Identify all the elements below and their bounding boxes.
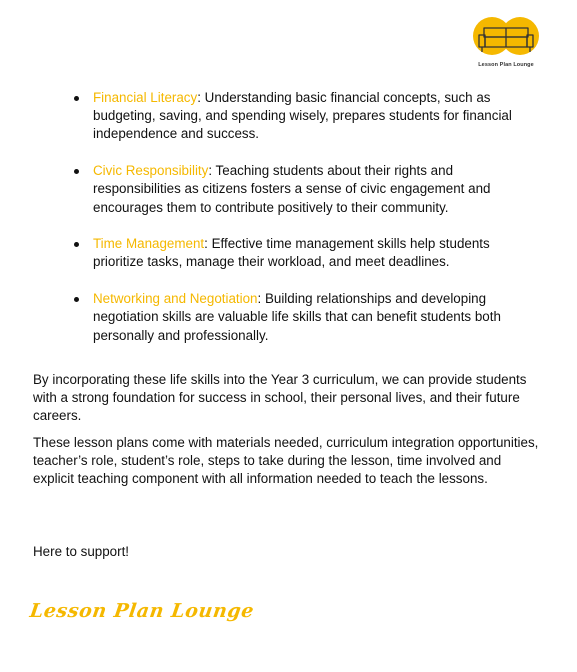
bullet-term: Civic Responsibility [93,163,209,179]
bullet-dot [74,297,79,302]
list-item [93,162,533,217]
bullet-term: Networking and Negotiation [93,291,258,307]
bullet-text: : Building relationships and developing negotiation skills are valuable life skills that can benefit students both personally and professionally. [93,291,501,343]
intro-paragraph: By incorporating these life skills into the Year 3 curriculum, we can provide students with a strong foundation for success in school, their personal lives, and their future careers. [33,372,527,424]
bullet-dot [74,169,79,174]
support-line: Here to support! [33,544,130,559]
bullet-dot [74,96,79,101]
life-skills-list [93,89,533,363]
couch-logo-icon [470,14,542,64]
list-item [93,89,533,144]
bullet-text: : Effective time management skills help students prioritize tasks, manage their workload, and meet deadlines. [93,236,490,270]
bullet-term: Time Management [93,236,205,252]
logo-wordmark: Lesson Plan Lounge [478,62,534,68]
list-item [93,290,533,345]
bullet-text: : Understanding basic financial concepts, such as budgeting, saving, and spending wisely, prepares students for financial independence and success. [93,90,512,142]
materials-paragraph: These lesson plans come with materials needed, curriculum integration opportunities, teacher’s role, student’s role, steps to take during the lesson, time involved and explicit teaching component with all information needed to teach the lessons. [33,435,539,487]
signature: Lesson Plan Lounge [28,600,256,622]
bullet-dot [74,242,79,247]
brand-logo [470,14,542,72]
list-item [93,235,533,271]
bullet-text: : Teaching students about their rights and responsibilities as citizens fosters a sense of civic engagement and encourages them to contribute positively to their community. [93,163,491,215]
bullet-term: Financial Literacy [93,90,198,105]
